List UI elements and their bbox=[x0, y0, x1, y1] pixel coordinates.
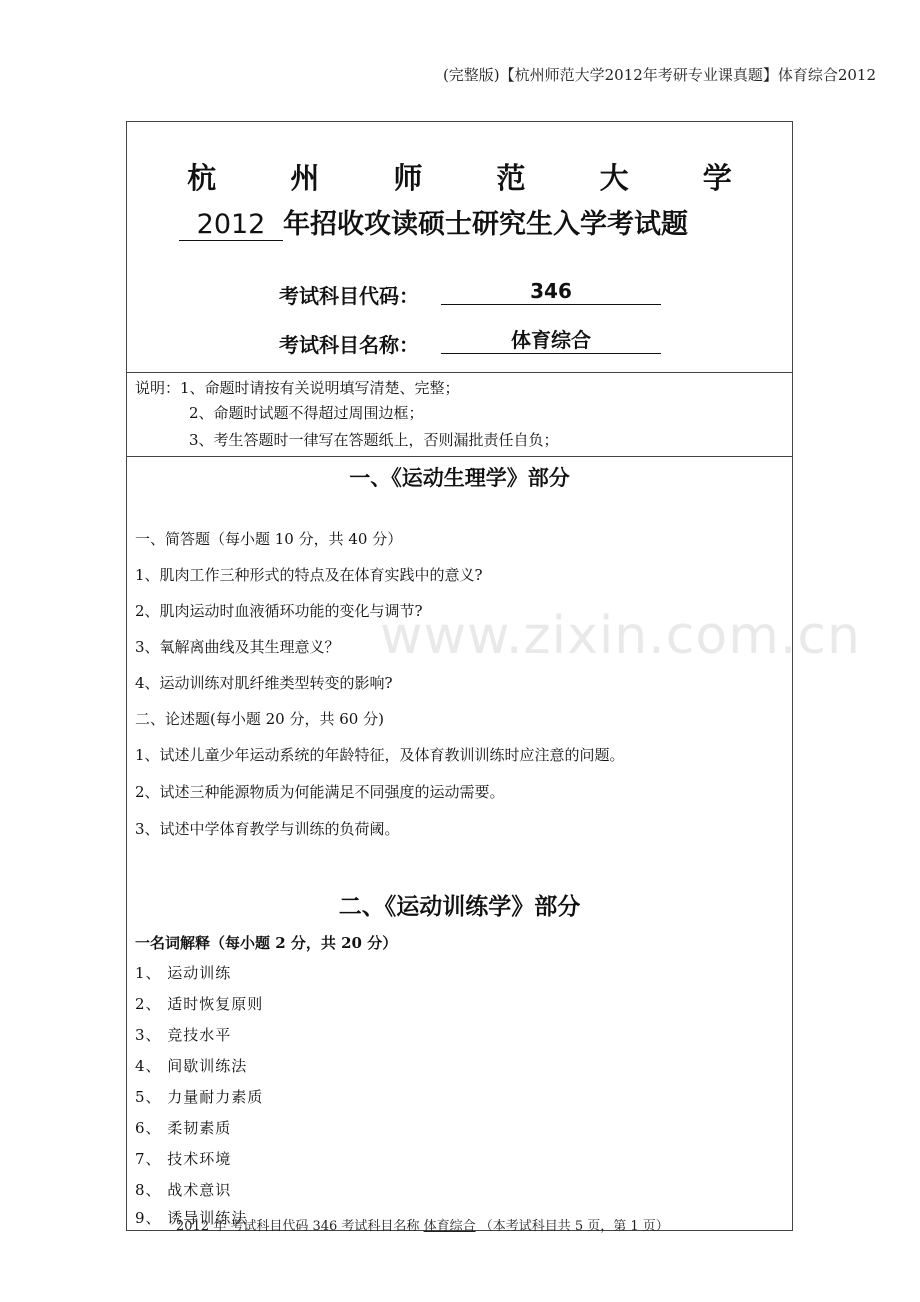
footer-subject: 体育综合 bbox=[423, 1219, 476, 1234]
term-item: 3、 竞技水平 bbox=[135, 1026, 232, 1044]
instruction-1: 说明：1、命题时请按有关说明填写清楚、完整； bbox=[135, 379, 460, 397]
subject-name-label: 考试科目名称： bbox=[279, 333, 419, 357]
watermark: www.zixin.com.cn bbox=[380, 606, 861, 666]
terms-heading: 一名词解释（每小题 2 分，共 20 分） bbox=[135, 934, 398, 952]
exam-title-text: 年招收攻读硕士研究生入学考试题 bbox=[283, 209, 688, 240]
part1-title: 一、《运动生理学》部分 bbox=[349, 465, 570, 490]
exam-title bbox=[179, 202, 688, 241]
term-item: 9、 诱导训练法 bbox=[135, 1209, 248, 1227]
divider bbox=[127, 456, 792, 457]
subject-name-value: 体育综合 bbox=[441, 327, 661, 354]
exam-year: 2012 bbox=[179, 209, 283, 241]
short-answer-heading: 一、简答题（每小题 10 分，共 40 分） bbox=[135, 530, 403, 548]
exam-frame bbox=[126, 121, 793, 1231]
term-item: 7、 技术环境 bbox=[135, 1150, 232, 1168]
essay-item: 3、试述中学体育教学与训练的负荷阈。 bbox=[135, 820, 400, 838]
term-item: 5、 力量耐力素质 bbox=[135, 1088, 264, 1106]
question-item: 3、氧解离曲线及其生理意义？ bbox=[135, 638, 340, 656]
document-header: (完整版)【杭州师范大学2012年考研专业课真题】体育综合2012 bbox=[442, 66, 876, 84]
instruction-2: 2、命题时试题不得超过周围边框； bbox=[189, 404, 424, 422]
page-footer bbox=[176, 1215, 669, 1234]
term-item: 6、 柔韧素质 bbox=[135, 1119, 232, 1137]
footer-suffix: （本考试科目共 5 页，第 1 页） bbox=[479, 1219, 669, 1234]
question-item: 2、肌肉运动时血液循环功能的变化与调节? bbox=[135, 602, 423, 620]
subject-code-label: 考试科目代码： bbox=[279, 284, 419, 308]
question-item: 1、肌肉工作三种形式的特点及在体育实践中的意义? bbox=[135, 566, 483, 584]
term-item: 8、 战术意识 bbox=[135, 1181, 232, 1199]
divider bbox=[127, 372, 792, 373]
term-item: 4、 间歇训练法 bbox=[135, 1057, 248, 1075]
part2-title: 二、《运动训练学》部分 bbox=[338, 893, 581, 920]
instruction-3: 3、考生答题时一律写在答题纸上，否则漏批责任自负； bbox=[189, 431, 559, 449]
essay-item: 2、试述三种能源物质为何能满足不同强度的运动需要。 bbox=[135, 783, 505, 801]
subject-code-value: 346 bbox=[441, 278, 661, 305]
term-item: 2、 适时恢复原则 bbox=[135, 995, 264, 1013]
footer-prefix: 2012 年 考试科目代码 346 考试科目名称 bbox=[176, 1219, 420, 1234]
university-name: 杭 州 师 范 大 学 bbox=[187, 161, 764, 195]
question-item: 4、运动训练对肌纤维类型转变的影响? bbox=[135, 674, 393, 692]
term-item: 1、 运动训练 bbox=[135, 964, 232, 982]
essay-item: 1、试述儿童少年运动系统的年龄特征，及体育教训训练时应注意的问题。 bbox=[135, 746, 625, 764]
essay-heading: 二、论述题(每小题 20 分，共 60 分) bbox=[135, 710, 384, 728]
